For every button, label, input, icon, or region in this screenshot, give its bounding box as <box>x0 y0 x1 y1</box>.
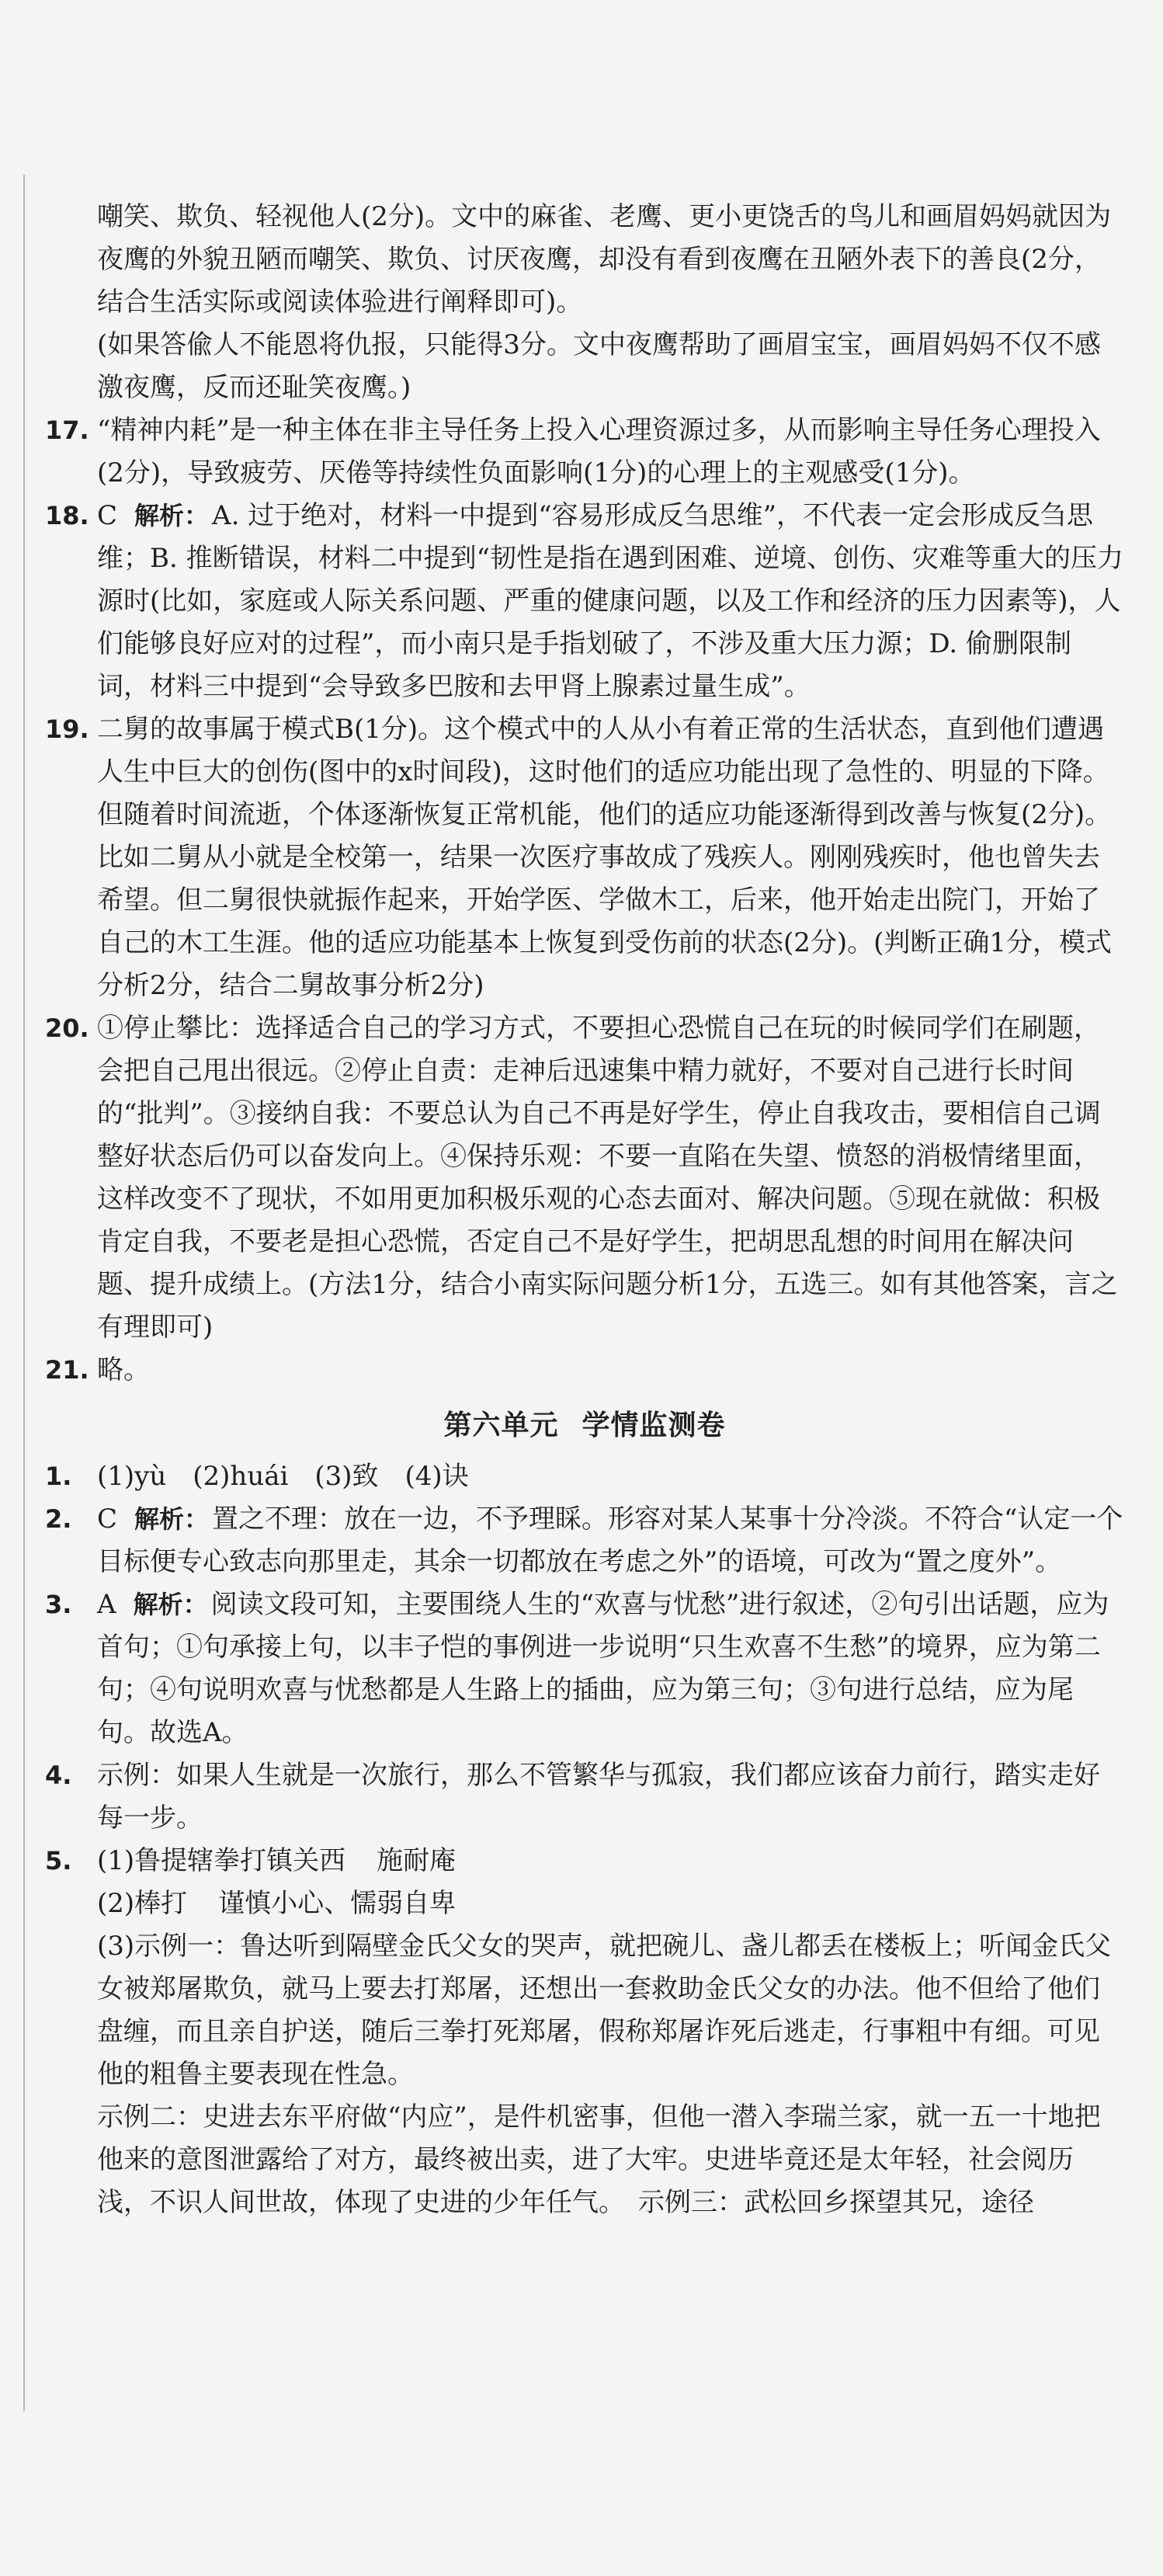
answer-choice: C <box>97 1504 118 1535</box>
question-number: 3. <box>45 1590 72 1619</box>
analysis-label: 解析： <box>133 1590 208 1619</box>
answer-choice: A <box>97 1589 116 1620</box>
section-title <box>45 1403 1124 1449</box>
answer-item-s3 <box>45 1583 1124 1754</box>
answer-text: (1)yù (2)huái (3)致 (4)诀 <box>97 1461 469 1492</box>
sub-answer-2-a: (2)棒打 <box>97 1888 188 1919</box>
answer-item-s1 <box>45 1455 1124 1498</box>
analysis-text: 置之不理：放在一边，不予理睬。形容对某人某事十分冷淡。不符合“认定一个目标便专心致志向那里走，其余一切都放在考虑之外”的语境，可改为“置之度外”。 <box>97 1504 1123 1577</box>
q16-continuation: 嘲笑、欺负、轻视他人(2分)。文中的麻雀、老鹰、更小更饶舌的鸟儿和画眉妈妈就因为夜鹰的外貌丑陋而嘲笑、欺负、讨厌夜鹰，却没有看到夜鹰在丑陋外表下的善良(2分，结合生活实际或阅读体验进行阐释即可)。 <box>97 201 1112 318</box>
answer-content <box>45 196 1124 2224</box>
question-number: 18. <box>45 501 89 530</box>
question-number: 1. <box>45 1462 72 1491</box>
answer-text: 略。 <box>97 1354 150 1385</box>
answer-item-s4 <box>45 1754 1124 1840</box>
answer-item-18 <box>45 495 1124 708</box>
analysis-text: A. 过于绝对，材料一中提到“容易形成反刍思维”，不代表一定会形成反刍思维；B. 推断错误，材料二中提到“韧性是指在遇到困难、逆境、创伤、灾难等重大的压力源时(比如，家庭或人际关系问题、严重的健康问题，以及工作和经济的压力因素等)，人们能够良好应对的过程”，而小南只是手指划破了，不涉及重大压力源；D. 偷删限制词，材料三中提到“会导致多巴胺和去甲肾上腺素过量生成”。 <box>97 500 1123 702</box>
analysis-label: 解析： <box>134 1504 210 1534</box>
answer-item-17 <box>45 409 1124 495</box>
question-number: 21. <box>45 1355 89 1385</box>
sub-answer-3: (3)示例一：鲁达听到隔壁金氏父女的哭声，就把碗儿、盏儿都丢在楼板上；听闻金氏父女被郑屠欺负，就马上要去打郑屠，还想出一套救助金氏父女的办法。他不但给了他们盘缠，而且亲自护送，随后三拳打死郑屠，假称郑屠诈死后逃走，行事粗中有细。可见他的粗鲁主要表现在性急。 <box>97 1931 1112 2090</box>
answer-item-s2 <box>45 1498 1124 1583</box>
question-number: 4. <box>45 1761 72 1790</box>
answer-choice: C <box>97 500 118 531</box>
question-number: 19. <box>45 714 89 744</box>
question-number: 2. <box>45 1504 72 1534</box>
answer-text: 示例：如果人生就是一次旅行，那么不管繁华与孤寂，我们都应该奋力前行，踏实走好每一步。 <box>97 1760 1100 1834</box>
sub-answer-2 <box>45 1882 1124 1925</box>
chapter-title: (1)鲁提辖拳打镇关西 <box>97 1845 346 1876</box>
question-number: 20. <box>45 1013 89 1043</box>
answer-text: 二舅的故事属于模式B(1分)。这个模式中的人从小有着正常的生活状态，直到他们遭遇人生中巨大的创伤(图中的x时间段)，这时他们的适应功能出现了急性的、明显的下降。但随着时间流逝，个体逐渐恢复正常机能，他们的适应功能逐渐得到改善与恢复(2分)。比如二舅从小就是全校第一，结果一次医疗事故成了残疾人。刚刚残疾时，他也曾失去希望。但二舅很快就振作起来，开始学医、学做木工，后来，他开始走出院门，开始了自己的木工生涯。他的适应功能基本上恢复到受伤前的状态(2分)。(判断正确1分，模式分析2分，结合二舅故事分析2分) <box>97 714 1113 1001</box>
answer-item-s5 <box>45 1840 1124 1882</box>
analysis-text: 阅读文段可知，主要围绕人生的“欢喜与忧愁”进行叙述，②句引出话题，应为首句；①句承接上句，以丰子恺的事例进一步说明“只生欢喜不生愁”的境界，应为第二句；④句说明欢喜与忧愁都是人生路上的插曲，应为第三句；③句进行总结，应为尾句。故选A。 <box>97 1589 1109 1748</box>
question-number: 17. <box>45 415 89 445</box>
answer-text: ①停止攀比：选择适合自己的学习方式，不要担心恐慌自己在玩的时候同学们在刷题，会把自己甩出很远。②停止自责：走神后迅速集中精力就好，不要对自己进行长时间的“批判”。③接纳自我：不要总认为自己不再是好学生，停止自我攻击，要相信自己调整好状态后仍可以奋发向上。④保持乐观：不要一直陷在失望、愤怒的消极情绪里面，这样改变不了现状，不如用更加积极乐观的心态去面对、解决问题。⑤现在就做：积极肯定自我，不要老是担心恐慌，否定自己不是好学生，把胡思乱想的时间用在解决问题、提升成绩上。(方法1分，结合小南实际问题分析1分，五选三。如有其他答案，言之有理即可) <box>97 1013 1118 1343</box>
author-name: 施耐庵 <box>377 1845 457 1876</box>
answer-item-20 <box>45 1007 1124 1349</box>
answer-text: “精神内耗”是一种主体在非主导任务上投入心理资源过多，从而影响主导任务心理投入(2分)，导致疲劳、厌倦等持续性负面影响(1分)的心理上的主观感受(1分)。 <box>97 415 1101 488</box>
unit-label: 第六单元 <box>443 1410 559 1441</box>
margin-rule <box>23 175 25 2411</box>
sub-answer-2-b: 谨慎小心、懦弱自卑 <box>218 1888 457 1919</box>
analysis-label: 解析： <box>134 501 210 530</box>
sub-answer-1 <box>97 1840 1124 1882</box>
test-title: 学情监测卷 <box>582 1410 726 1441</box>
answer-item-21 <box>45 1349 1124 1392</box>
q16-note: (如果答偸人不能恩将仇报，只能得3分。文中夜鹰帮助了画眉宝宝，画眉妈妈不仅不感激夜鹰，反而还耻笑夜鹰。) <box>97 329 1101 403</box>
question-number: 5. <box>45 1846 72 1876</box>
sub-answer-examples: 示例二：史进去东平府做“内应”，是件机密事，但他一潜入李瑞兰家，就一五一十地把他来的意图泄露给了对方，最终被出卖，进了大牢。史进毕竟还是太年轻，社会阅历浅，不识人间世故，体现了史进的少年任气。 示例三：武松回乡探望其兄，途径 <box>97 2101 1101 2218</box>
answer-item-19 <box>45 708 1124 1007</box>
